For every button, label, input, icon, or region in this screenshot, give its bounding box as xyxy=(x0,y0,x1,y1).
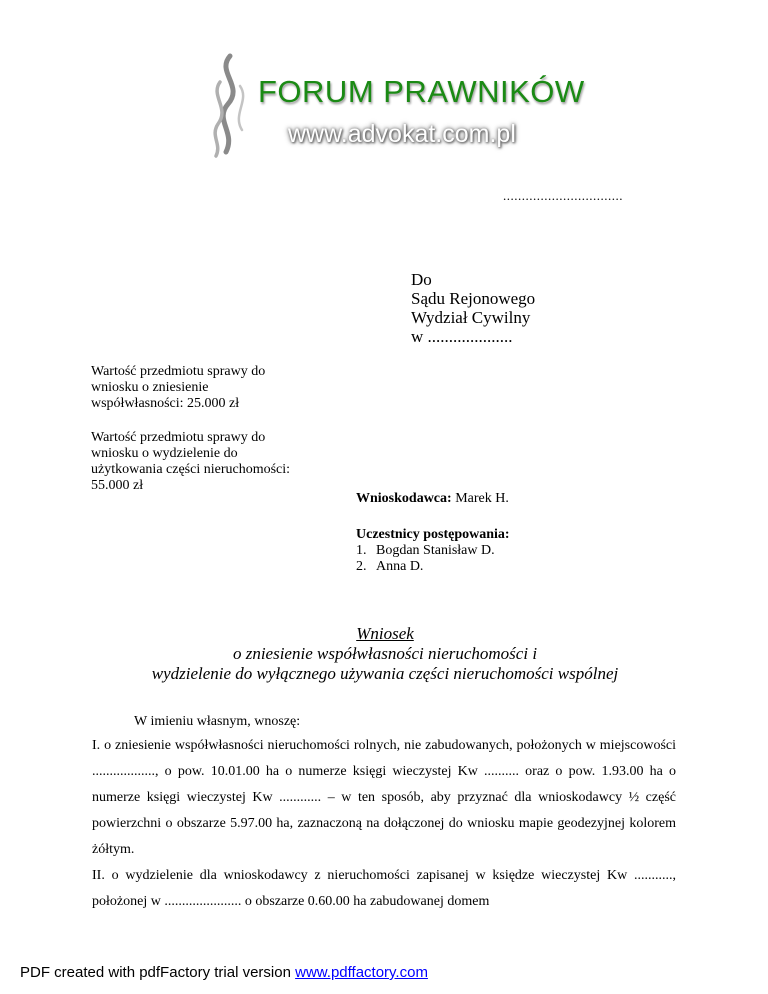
addressee-line: Do xyxy=(411,270,432,289)
participants xyxy=(356,527,510,575)
pdffactory-link[interactable]: www.pdffactory.com xyxy=(295,964,428,981)
applicant xyxy=(356,491,509,507)
paragraph-1: I. o zniesienie współwłasności nieruchomości rolnych, nie zabudowanych, położonych w miejscowości .................., o pow. 10.01.00 ha o numerze księgi wieczystej Kw .......... oraz o pow. 1.93.00 ha o numerze księgi wieczystej Kw ............ – w ten sposób, aby przyznać dla wnioskodawcy ½ część powierzchni o obszarze 5.97.00 ha, zaznaczoną na dołączonej do wniosku mapie geodezyjnej kolorem żółtym. xyxy=(92,738,676,857)
title-line: wydzielenie do wyłącznego używania części nieruchomości wspólnej xyxy=(151,664,619,683)
applicant-label: Wnioskodawca: xyxy=(356,491,452,506)
paragraph-2: II. o wydzielenie dla wnioskodawcy z nieruchomości zapisanej w księdze wieczystej Kw ..........., położonej w ...................... o obszarze 0.60.00 ha zabudowanej domem xyxy=(92,868,676,909)
intro-text: W imieniu własnym, wnoszę: xyxy=(134,714,301,729)
participants-label: Uczestnicy postępowania: xyxy=(356,527,510,542)
logo-title: FORUM PRAWNIKÓW xyxy=(258,74,585,109)
logo-url: www.advokat.com.pl xyxy=(288,120,516,148)
place-date-placeholder: ................................ xyxy=(503,188,623,203)
participant-name: Bogdan Stanisław D. xyxy=(376,543,495,558)
pdf-footer xyxy=(20,964,428,981)
applicant-name: Marek H. xyxy=(455,491,509,506)
list-item xyxy=(356,559,510,575)
list-number: 1. xyxy=(356,543,367,558)
addressee-line: Wydział Cywilny xyxy=(411,308,531,327)
participants-list xyxy=(356,543,510,575)
document-body xyxy=(92,733,676,915)
addressee-block xyxy=(411,270,535,346)
case-value-usage: Wartość przedmiotu sprawy do wniosku o wydzielenie do użytkowania części nieruchomości: 55.000 zł xyxy=(91,430,291,493)
participant-name: Anna D. xyxy=(376,559,424,574)
case-value-coownership: Wartość przedmiotu sprawy do wniosku o zniesienie współwłasności: 25.000 zł xyxy=(91,364,266,411)
footer-text: PDF created with pdfFactory trial version xyxy=(20,964,296,981)
forum-logo xyxy=(200,52,585,162)
swirl-logo-icon xyxy=(200,52,260,162)
list-item xyxy=(356,543,510,559)
list-number: 2. xyxy=(356,559,367,574)
addressee-line: w .................... xyxy=(411,327,513,346)
addressee-line: Sądu Rejonowego xyxy=(411,289,536,308)
title-main: Wniosek xyxy=(356,624,414,643)
document-title xyxy=(80,624,690,684)
title-line: o zniesienie współwłasności nieruchomości i xyxy=(232,644,538,663)
